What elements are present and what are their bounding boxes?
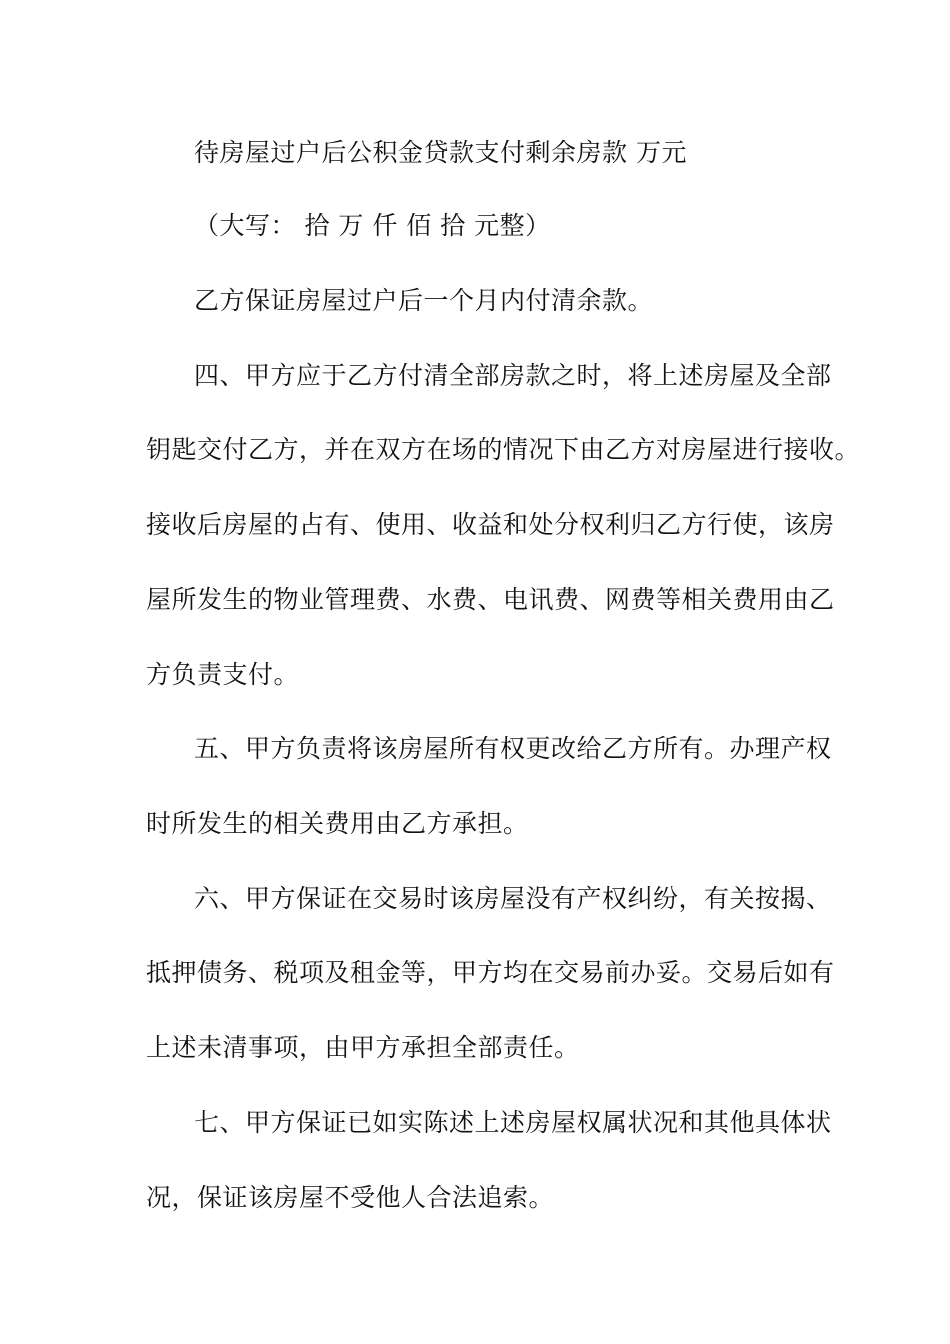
body-line-1: 待房屋过户后公积金贷款支付剩余房款 万元 bbox=[194, 138, 687, 167]
clause-five-line-2: 时所发生的相关费用由乙方承担。 bbox=[146, 809, 529, 838]
clause-six-line-2: 抵押债务、税项及租金等，甲方均在交易前办妥。交易后如有 bbox=[146, 958, 835, 987]
clause-six-line-3: 上述未清事项，由甲方承担全部责任。 bbox=[146, 1033, 580, 1062]
clause-four-line-4: 屋所发生的物业管理费、水费、电讯费、网费等相关费用由乙 bbox=[146, 585, 835, 614]
clause-four-line-5: 方负责支付。 bbox=[146, 660, 300, 689]
clause-four-line-2: 钥匙交付乙方，并在双方在场的情况下由乙方对房屋进行接收。 bbox=[146, 435, 861, 464]
clause-four-line-3: 接收后房屋的占有、使用、收益和处分权利归乙方行使，该房 bbox=[146, 510, 835, 539]
clause-five-line-1: 五、甲方负责将该房屋所有权更改给乙方所有。办理产权 bbox=[194, 734, 832, 763]
body-line-3: 乙方保证房屋过户后一个月内付清余款。 bbox=[194, 286, 654, 315]
body-line-2: （大写： 拾 万 仟 佰 拾 元整） bbox=[194, 211, 551, 240]
clause-seven-line-1: 七、甲方保证已如实陈述上述房屋权属状况和其他具体状 bbox=[194, 1108, 832, 1137]
clause-six-line-1: 六、甲方保证在交易时该房屋没有产权纠纷，有关按揭、 bbox=[194, 884, 832, 913]
clause-four-line-1: 四、甲方应于乙方付清全部房款之时，将上述房屋及全部 bbox=[194, 361, 832, 390]
clause-seven-line-2: 况，保证该房屋不受他人合法追索。 bbox=[146, 1183, 555, 1212]
